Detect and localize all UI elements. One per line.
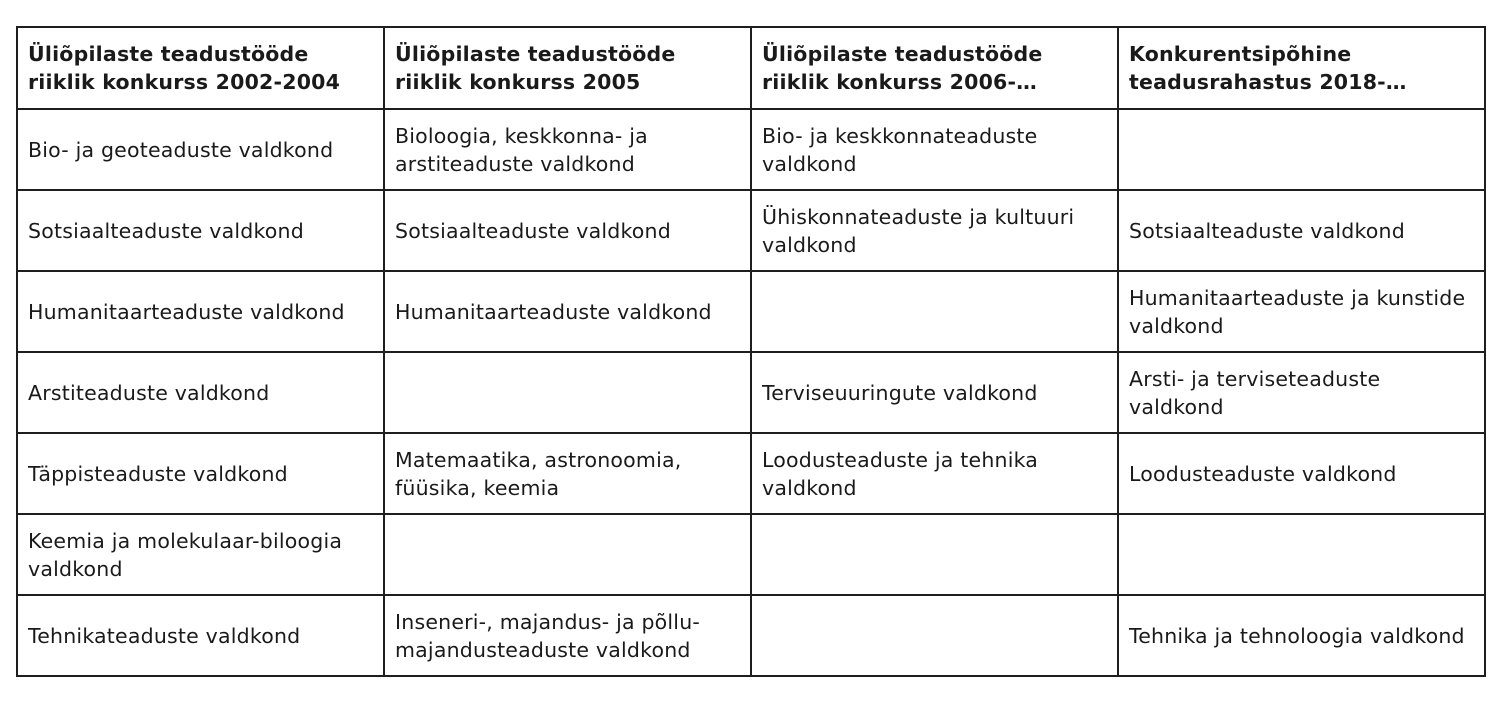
table-cell: Arsti- ja terviseteaduste valdkond	[1118, 352, 1485, 433]
table-cell	[751, 595, 1118, 676]
table-cell	[1118, 514, 1485, 595]
table-cell: Loodusteaduste valdkond	[1118, 433, 1485, 514]
header-row	[17, 27, 1485, 109]
table-cell: Humanitaarteaduste valdkond	[17, 271, 384, 352]
table-row	[17, 352, 1485, 433]
header-cell: Konkurentsipõhine teadusrahastus 2018-…	[1118, 27, 1485, 109]
table-cell: Keemia ja molekulaar-biloogia valdkond	[17, 514, 384, 595]
table-cell	[751, 271, 1118, 352]
table-cell: Sotsiaalteaduste valdkond	[1118, 190, 1485, 271]
table-cell: Ühiskonnateaduste ja kultuuri valdkond	[751, 190, 1118, 271]
research-fields-table	[16, 26, 1486, 677]
table-cell: Loodusteaduste ja tehnika valdkond	[751, 433, 1118, 514]
table-cell	[384, 352, 751, 433]
table-cell: Humanitaarteaduste ja kunstide valdkond	[1118, 271, 1485, 352]
table-cell	[751, 514, 1118, 595]
table-cell: Inseneri-, majandus- ja põllu-majandusteaduste valdkond	[384, 595, 751, 676]
header-cell: Üliõpilaste teadustööde riiklik konkurss 2005	[384, 27, 751, 109]
table-row	[17, 433, 1485, 514]
table-row	[17, 271, 1485, 352]
table-cell	[384, 514, 751, 595]
table-cell: Bioloogia, keskkonna- ja arstiteaduste valdkond	[384, 109, 751, 190]
table-cell: Bio- ja geoteaduste valdkond	[17, 109, 384, 190]
table-row	[17, 514, 1485, 595]
table-row	[17, 109, 1485, 190]
table-cell: Bio- ja keskkonnateaduste valdkond	[751, 109, 1118, 190]
table-cell: Terviseuuringute valdkond	[751, 352, 1118, 433]
header-cell: Üliõpilaste teadustööde riiklik konkurss 2002-2004	[17, 27, 384, 109]
table-cell: Tehnikateaduste valdkond	[17, 595, 384, 676]
table-cell: Humanitaarteaduste valdkond	[384, 271, 751, 352]
table-cell: Arstiteaduste valdkond	[17, 352, 384, 433]
table-cell: Matemaatika, astronoomia, füüsika, keemia	[384, 433, 751, 514]
table-row	[17, 595, 1485, 676]
table-cell: Sotsiaalteaduste valdkond	[17, 190, 384, 271]
table-cell: Sotsiaalteaduste valdkond	[384, 190, 751, 271]
table-row	[17, 190, 1485, 271]
header-cell: Üliõpilaste teadustööde riiklik konkurss 2006-…	[751, 27, 1118, 109]
table-cell: Täppisteaduste valdkond	[17, 433, 384, 514]
table-cell	[1118, 109, 1485, 190]
table-cell: Tehnika ja tehnoloogia valdkond	[1118, 595, 1485, 676]
